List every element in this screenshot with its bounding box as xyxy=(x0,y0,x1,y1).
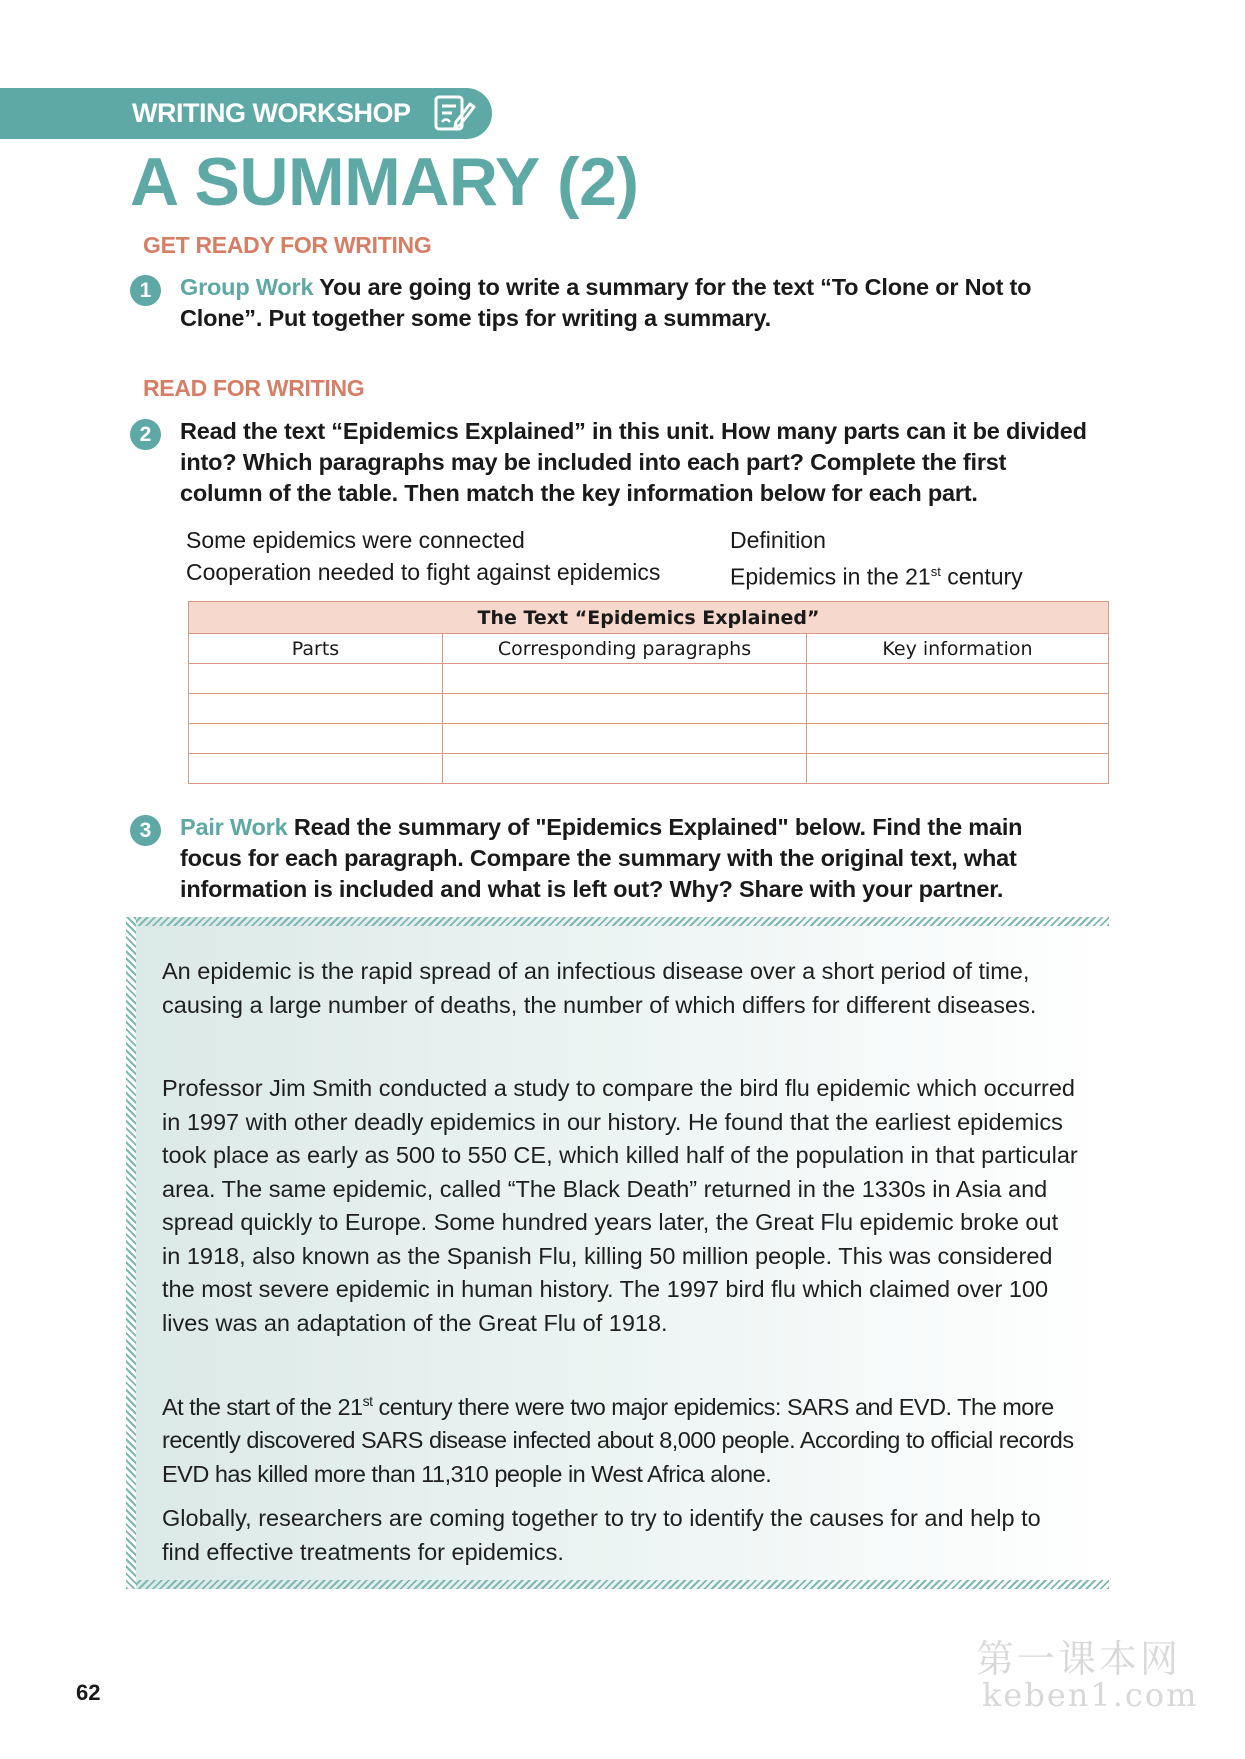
task-number-badge: 1 xyxy=(130,275,161,306)
group-work-label: Group Work xyxy=(180,274,314,300)
task-number-badge: 2 xyxy=(130,419,161,450)
table-cell[interactable] xyxy=(807,724,1109,754)
watermark-url: keben1.com xyxy=(982,1676,1199,1714)
table-cell[interactable] xyxy=(189,724,443,754)
summary-paragraph-1: An epidemic is the rapid spread of an infectious disease over a short period of time, causing a large number of deaths, the number of which differs for different diseases. xyxy=(162,958,1037,1018)
writing-workshop-banner xyxy=(0,88,492,139)
table-row xyxy=(189,724,1109,754)
task-number-badge: 3 xyxy=(130,815,161,846)
table-cell[interactable] xyxy=(443,754,807,784)
table-cell[interactable] xyxy=(443,694,807,724)
table-row xyxy=(189,664,1109,694)
watermark-chinese: 第一课本网 xyxy=(976,1637,1182,1681)
summary-paragraph-4: Globally, researchers are coming together to try to identify the causes for and help to find effective treatments for epidemics. xyxy=(162,1505,1041,1565)
task-1-instructions: You are going to write a summary for the text “To Clone or Not to Clone”. Put together some tips for writing a summary. xyxy=(180,274,1032,331)
table-cell[interactable] xyxy=(807,754,1109,784)
section-read-for-writing: READ FOR WRITING xyxy=(143,375,365,401)
task-3 xyxy=(130,812,1090,905)
summary-box xyxy=(126,917,1109,1589)
epidemics-table xyxy=(188,601,1109,784)
key-option: Epidemics in the 21st century xyxy=(730,563,1023,590)
table-cell[interactable] xyxy=(443,664,807,694)
pair-work-label: Pair Work xyxy=(180,814,288,840)
table-cell[interactable] xyxy=(807,694,1109,724)
summary-paragraph-2: Professor Jim Smith conducted a study to compare the bird flu epidemic which occurred in 1997 with other deadly epidemics in our history. He found that the earliest epidemics took place as early as 500 to 550 CE, which killed half of the population in that particular area. The same epidemic, called “The Black Death” returned in the 1330s in Asia and spread quickly to Europe. Some hundred years later, the Great Flu epidemic broke out in 1918, also known as the Spanish Flu, killing 50 million people. This was considered the most severe epidemic in human history. The 1997 bird flu which claimed over 100 lives was an adaptation of the Great Flu of 1918. xyxy=(162,1075,1078,1336)
column-header-paragraphs: Corresponding paragraphs xyxy=(443,634,807,664)
task-1-text xyxy=(180,272,1090,334)
table-cell[interactable] xyxy=(443,724,807,754)
table-cell[interactable] xyxy=(807,664,1109,694)
key-option: Cooperation needed to fight against epidemics xyxy=(186,559,661,585)
key-option: Definition xyxy=(730,527,826,553)
table-cell[interactable] xyxy=(189,664,443,694)
task-2-instructions: Read the text “Epidemics Explained” in this unit. How many parts can it be divided into? Which paragraphs may be included into each part? Complete the first column of the table. Then match the key information below for each part. xyxy=(180,418,1087,506)
table-cell[interactable] xyxy=(189,694,443,724)
table-cell[interactable] xyxy=(189,754,443,784)
summary-box-edge xyxy=(136,1580,1109,1589)
task-1 xyxy=(130,272,1090,334)
summary-paragraph-3: At the start of the 21st century there were two major epidemics: SARS and EVD. The more recently discovered SARS disease infected about 8,000 people. According to official records EVD has killed more than 11,310 people in West Africa alone. xyxy=(162,1393,1074,1487)
page-title: A SUMMARY (2) xyxy=(130,144,639,220)
section-get-ready: GET READY FOR WRITING xyxy=(143,232,432,258)
column-header-key-info: Key information xyxy=(807,634,1109,664)
table-caption: The Text “Epidemics Explained” xyxy=(189,602,1109,634)
banner-label: WRITING WORKSHOP xyxy=(132,98,411,128)
column-header-parts: Parts xyxy=(189,634,443,664)
task-3-text xyxy=(180,812,1090,905)
task-2 xyxy=(130,416,1090,509)
writing-pad-icon xyxy=(432,92,476,136)
key-option: Some epidemics were connected xyxy=(186,527,525,553)
task-3-instructions: Read the summary of "Epidemics Explained" below. Find the main focus for each paragraph. Compare the summary with the original text, what information is included and what is left out? Why? Share with your partner. xyxy=(180,814,1023,902)
page-number: 62 xyxy=(76,1680,101,1705)
table-row xyxy=(189,694,1109,724)
table-row xyxy=(189,754,1109,784)
